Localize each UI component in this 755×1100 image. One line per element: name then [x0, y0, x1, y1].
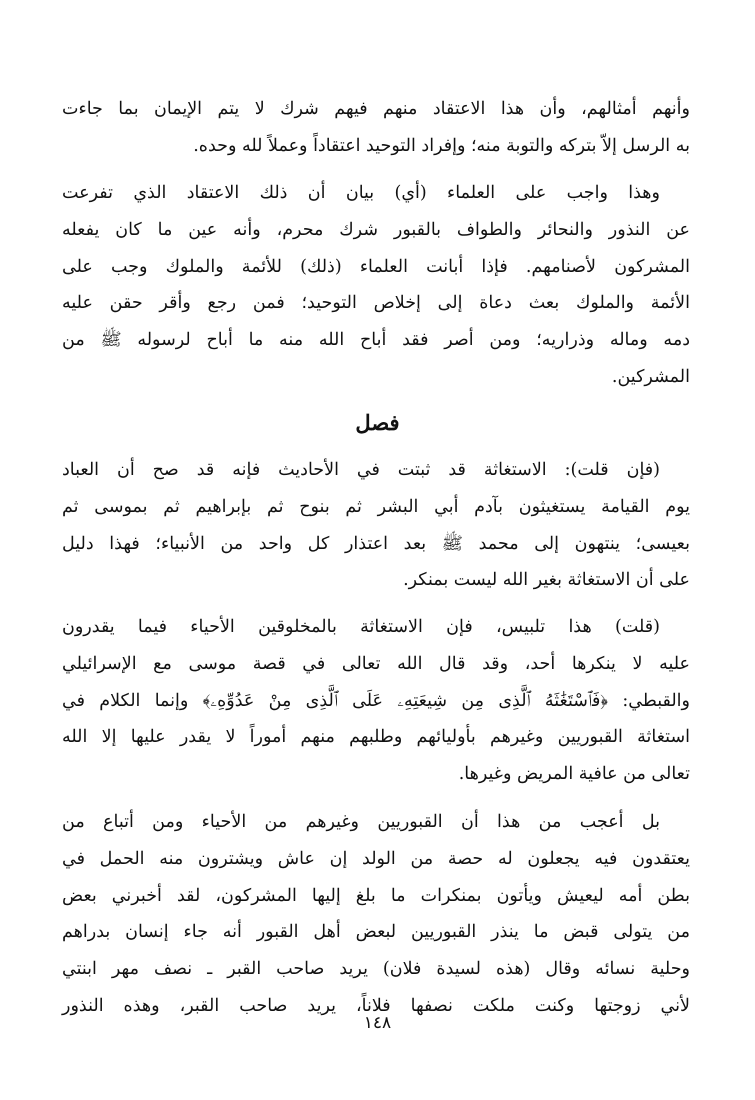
text-line: وأنهم أمثالهم، وأن هذا الاعتقاد منهم فيهم شرك لا يتم الإيمان بما جاءت	[62, 99, 690, 119]
paragraph-2	[62, 175, 690, 396]
text-line: دمه وماله وذراريه؛ ومن أصر فقد أباح الله منه ما أباح لرسوله ﷺ من	[62, 330, 690, 351]
text-line: المشركين.	[611, 366, 690, 387]
paragraph-4	[62, 609, 690, 793]
text-line: الأئمة والملوك بعث دعاة إلى إخلاص التوحيد؛ فمن رجع وأقر حقن عليه	[62, 293, 690, 314]
text-line: يعتقدون فيه يجعلون له حصة من الولد إن عاش ويشترون منه الحمل في	[62, 848, 690, 869]
text-line: تعالى من عافية المريض وغيرها.	[458, 764, 690, 785]
text-line: بل أعجب من هذا أن القبوريين وغيرهم من الأحياء ومن أتباع من	[62, 812, 660, 832]
text-line: على أن الاستغاثة بغير الله ليست بمنكر.	[403, 570, 690, 591]
paragraph-3	[62, 452, 690, 599]
paragraph-1	[62, 91, 690, 165]
text-line: لأني زوجتها وكنت ملكت نصفها فلاناً، يريد صاحب القبر، وهذه النذور	[62, 995, 690, 1016]
text-line: عن النذور والنحائر والطواف بالقبور شرك محرم، وأنه عين ما كان يفعله	[62, 219, 690, 240]
text-line: وهذا واجب على العلماء (أي) بيان أن ذلك الاعتقاد الذي تفرعت	[62, 183, 660, 203]
page-number: ١٤٨	[363, 1013, 392, 1033]
text-line: من يتولى قبض ما ينذر القبوريين لبعض أهل القبور أنه جاء إنسان بدراهم	[62, 922, 690, 943]
text-line: يوم القيامة يستغيثون بآدم أبي البشر ثم بنوح ثم بإبراهيم ثم بموسى ثم	[62, 496, 690, 517]
text-line: عليه لا ينكرها أحد، وقد قال الله تعالى في قصة موسى مع الإسرائيلي	[62, 653, 690, 674]
text-line: بطن أمه ليعيش ويأتون بمنكرات ما بلغ إليها المشركون، لقد أخبرني بعض	[62, 885, 690, 906]
text-line: (فإن قلت): الاستغاثة قد ثبتت في الأحاديث فإنه قد صح أن العباد	[62, 460, 660, 480]
paragraph-5	[62, 804, 690, 1025]
text-line: والقبطي: ﴿فَٱسْتَغَٰثَهُ ٱلَّذِى مِن شِيعَتِهِۦ عَلَى ٱلَّذِى مِنْ عَدُوِّهِۦ﴾ وإنما الكلام في	[62, 690, 690, 711]
text-line: (قلت) هذا تلبيس، فإن الاستغاثة بالمخلوقين الأحياء فيما يقدرون	[62, 617, 660, 637]
text-line: المشركون لأصنامهم. فإذا أبانت العلماء (ذلك) للأئمة والملوك وجب على	[62, 256, 690, 277]
text-line: به الرسل إلاّ بتركه والتوبة منه؛ وإفراد التوحيد اعتقاداً وعملاً لله وحده.	[193, 135, 690, 156]
section-heading: فصل	[355, 410, 400, 435]
text-line: وحلية نسائه وقال (هذه لسيدة فلان) يريد صاحب القبر ـ نصف مهر ابنتي	[62, 959, 690, 980]
text-line: بعيسى؛ ينتهون إلى محمد ﷺ بعد اعتذار كل واحد من الأنبياء؛ فهذا دليل	[62, 533, 690, 554]
text-line: استغاثة القبوريين وغيرهم بأوليائهم وطلبهم منهم أموراً لا يقدر عليها إلا الله	[62, 727, 690, 748]
